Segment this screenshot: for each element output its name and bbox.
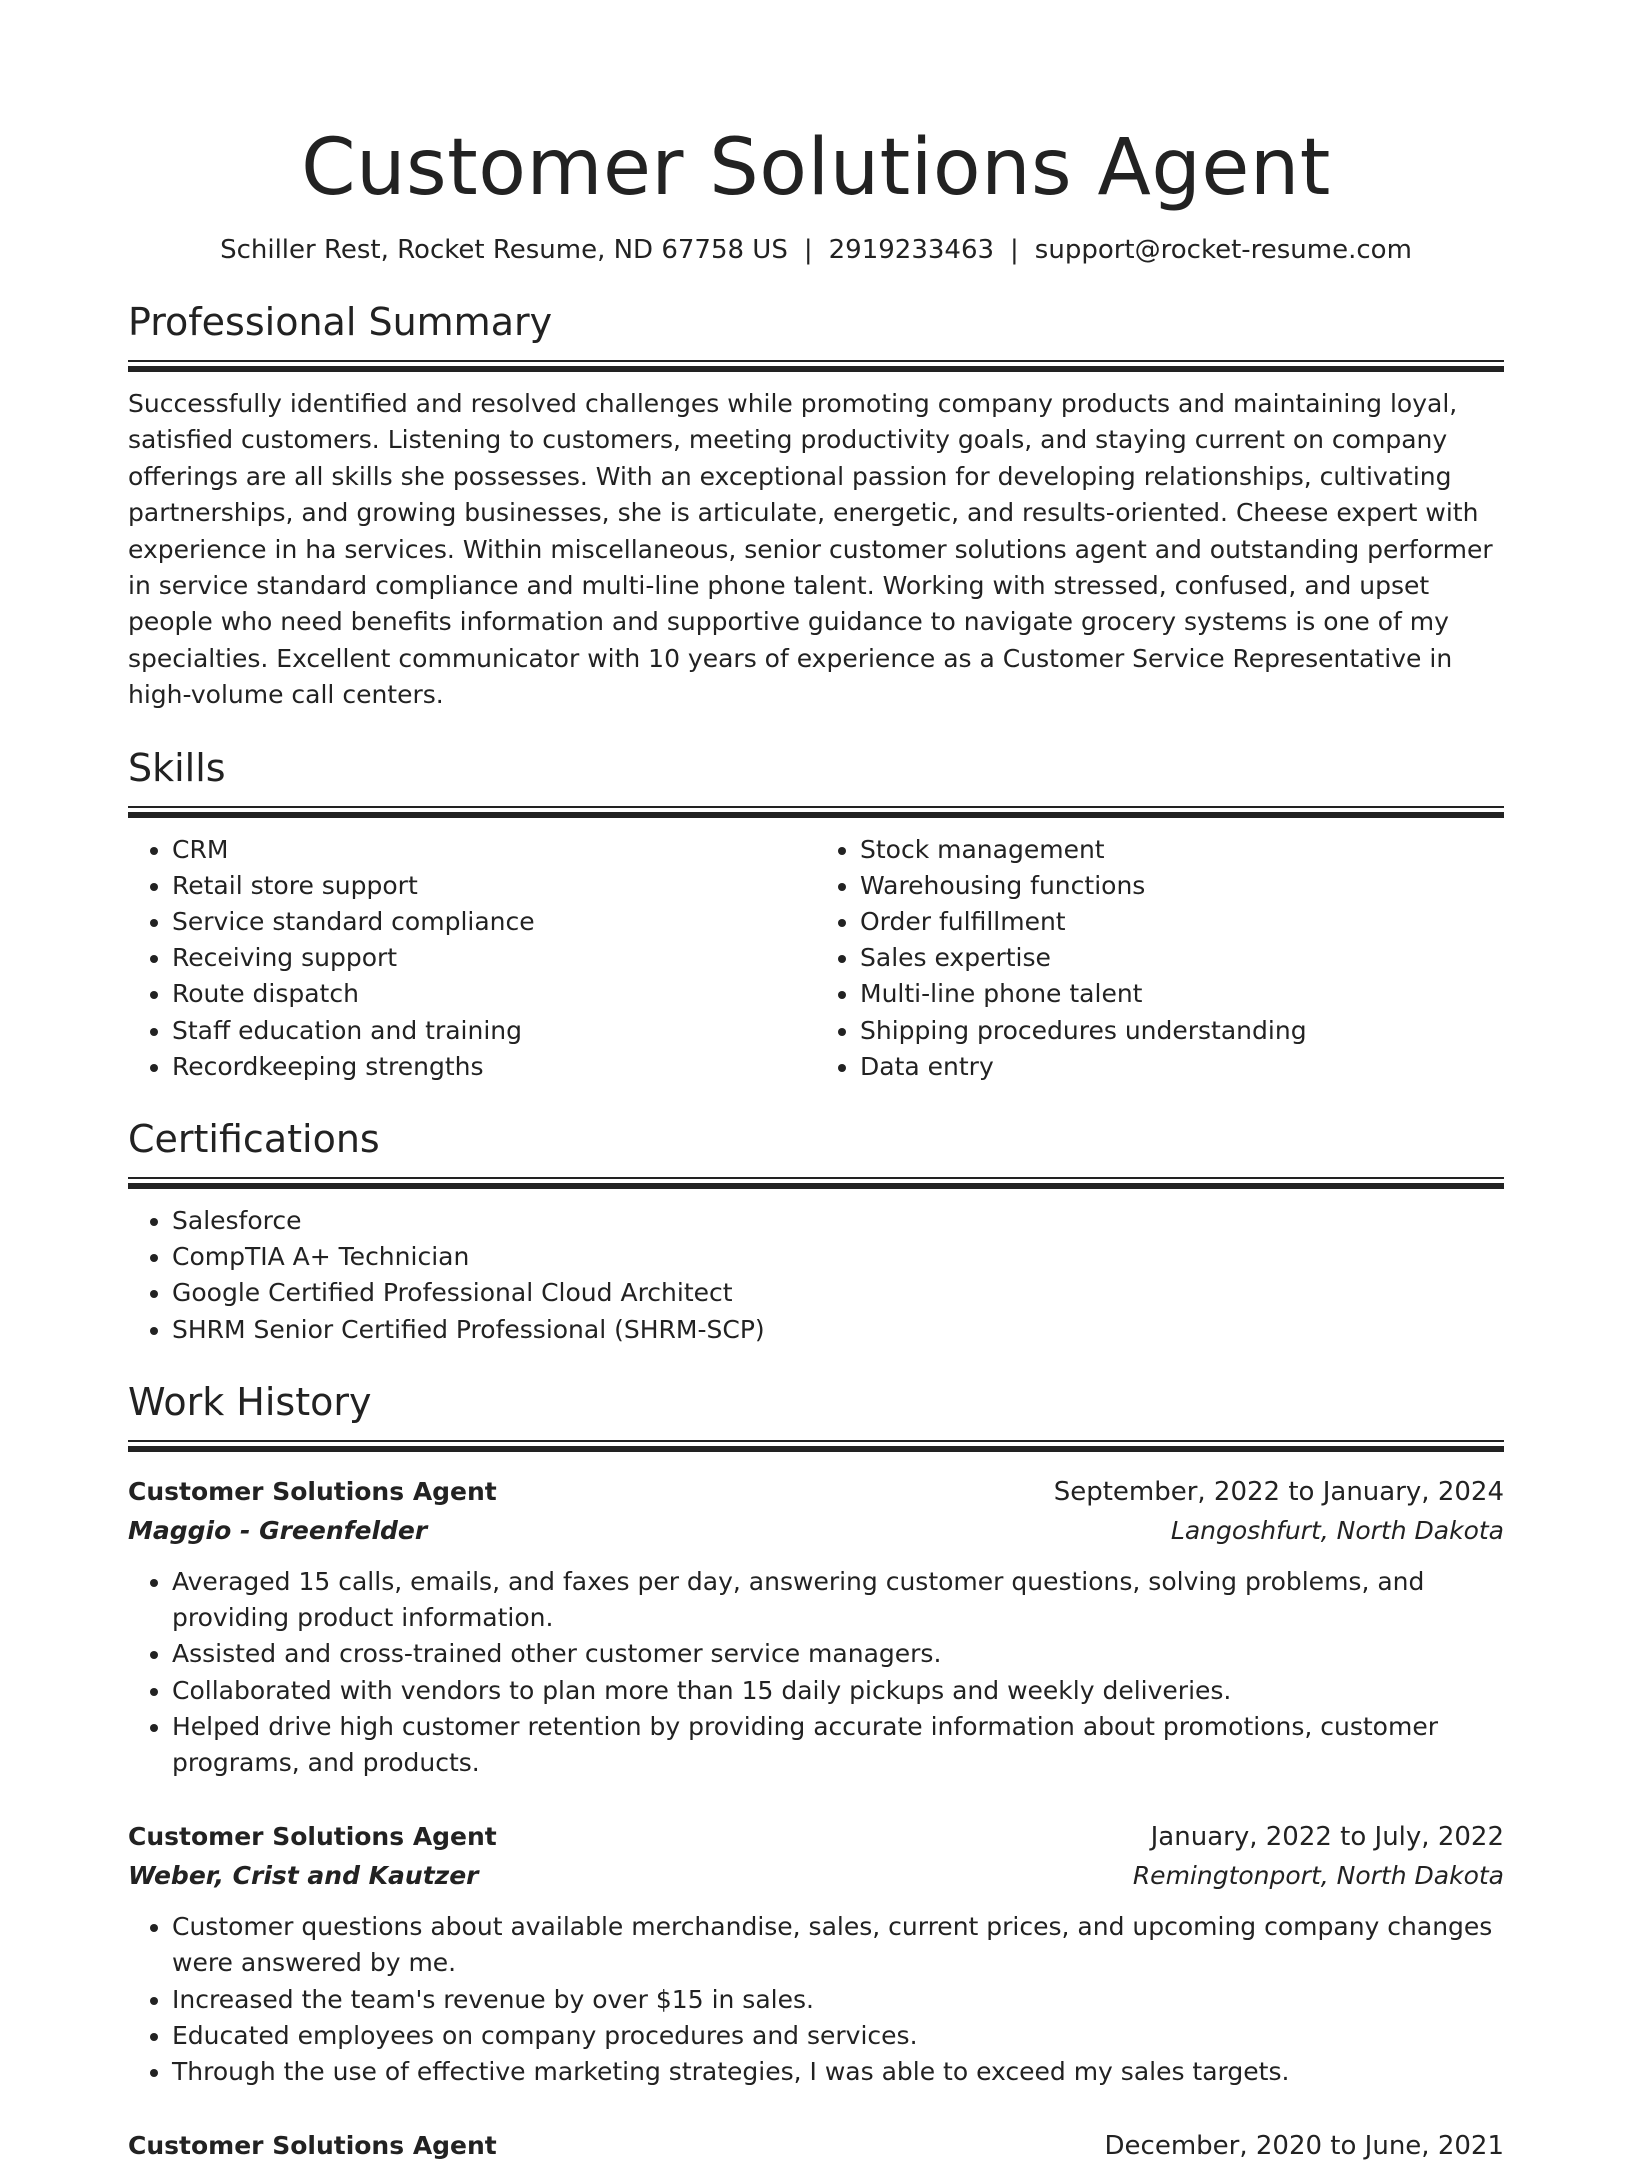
job-entry [128, 1472, 1504, 1781]
job-bullet: • Helped drive high customer retention by providing accurate information about promotions, customer programs, and products. [172, 1709, 1504, 1781]
skill-item: • Route dispatch [172, 976, 816, 1012]
job-dates: December, 2020 to June, 2021 [1104, 2131, 1504, 2162]
section-rule [128, 1177, 1504, 1189]
job-bullet: • Collaborated with vendors to plan more than 15 daily pickups and weekly deliveries. [172, 1673, 1504, 1709]
certification-item: • SHRM Senior Certified Professional (SHRM-SCP) [172, 1312, 1504, 1348]
job-company-row [128, 1512, 1504, 1550]
job-location: Langoshfurt, North Dakota [1170, 1515, 1504, 1545]
resume-name: Customer Solutions Agent [301, 123, 1331, 213]
skills-list-left [128, 832, 816, 1085]
certifications-section [128, 1115, 1504, 1348]
skill-item: • Staff education and training [172, 1013, 816, 1049]
job-bullets [128, 1909, 1504, 2090]
skills-section [128, 744, 1504, 1085]
job-title: Customer Solutions Agent [128, 2131, 497, 2161]
job-bullets [128, 1564, 1504, 1781]
job-entry [128, 2126, 1504, 2166]
job-entry [128, 1817, 1504, 2090]
job-bullet: • Increased the team's revenue by over $15 in sales. [172, 1982, 1504, 2018]
job-title: Customer Solutions Agent [128, 1476, 497, 1506]
job-bullet: • Educated employees on company procedures and services. [172, 2018, 1504, 2054]
skill-item: • Warehousing functions [860, 868, 1504, 904]
job-header-row [128, 1817, 1504, 1857]
section-rule [128, 1440, 1504, 1452]
job-bullet: • Through the use of effective marketing strategies, I was able to exceed my sales targets. [172, 2054, 1504, 2090]
contact-line [128, 232, 1504, 268]
certification-item: • Salesforce [172, 1203, 1504, 1239]
skill-item: • Receiving support [172, 940, 816, 976]
skill-item: • CRM [172, 832, 816, 868]
skill-item: • Retail store support [172, 868, 816, 904]
certifications-heading: Certifications [128, 1117, 380, 1162]
certification-item: • Google Certified Professional Cloud Architect [172, 1275, 1504, 1311]
skill-item: • Order fulfillment [860, 904, 1504, 940]
job-dates: September, 2022 to January, 2024 [1053, 1476, 1504, 1507]
skill-item: • Data entry [860, 1049, 1504, 1085]
skill-item: • Stock management [860, 832, 1504, 868]
job-company-row [128, 1857, 1504, 1895]
summary-section [128, 298, 1504, 714]
skill-item: • Shipping procedures understanding [860, 1013, 1504, 1049]
certification-item: • CompTIA A+ Technician [172, 1239, 1504, 1275]
job-dates: January, 2022 to July, 2022 [1150, 1822, 1504, 1853]
job-bullet: • Averaged 15 calls, emails, and faxes per day, answering customer questions, solving problems, and providing product information. [172, 1564, 1504, 1636]
job-bullet: • Customer questions about available merchandise, sales, current prices, and upcoming company changes were answered by me. [172, 1909, 1504, 1981]
work-history-section [128, 1378, 1504, 2166]
skills-heading: Skills [128, 745, 226, 790]
job-company: Weber, Crist and Kautzer [128, 1861, 479, 1891]
contact-phone: 2919233463 [828, 235, 995, 265]
skills-list-right [816, 832, 1504, 1085]
job-header-row [128, 1472, 1504, 1512]
skill-item: • Recordkeeping strengths [172, 1049, 816, 1085]
certifications-list [128, 1203, 1504, 1348]
job-title: Customer Solutions Agent [128, 1822, 497, 1852]
skill-item: • Sales expertise [860, 940, 1504, 976]
skill-item: • Service standard compliance [172, 904, 816, 940]
section-rule [128, 806, 1504, 818]
job-bullet: • Assisted and cross-trained other customer service managers. [172, 1636, 1504, 1672]
job-location: Remingtonport, North Dakota [1132, 1861, 1504, 1891]
contact-separator: | [803, 235, 813, 265]
skills-grid [128, 832, 1504, 1085]
job-company: Maggio - Greenfelder [128, 1515, 428, 1545]
summary-text: Successfully identified and resolved challenges while promoting company products and maintaining loyal, satisfied customers. Listening to customers, meeting productivity goals, and staying current on company offerings are all skills she possesses. With an exceptional passion for developing relationships, cultivating partnerships, and growing businesses, she is articulate, energetic, and results-oriented. Cheese expert with experience in ha services. Within miscellaneous, senior customer solutions agent and outstanding performer in service standard compliance and multi-line phone talent. Working with stressed, confused, and upset people who need benefits information and supportive guidance to navigate grocery systems is one of my specialties. Excellent communicator with 10 years of experience as a Customer Service Representative in high-volume call centers. [128, 389, 1493, 710]
contact-email[interactable]: support@rocket-resume.com [1034, 235, 1412, 265]
work-history-heading: Work History [128, 1379, 372, 1424]
skill-item: • Multi-line phone talent [860, 976, 1504, 1012]
section-rule [128, 360, 1504, 372]
job-header-row [128, 2126, 1504, 2166]
contact-address: Schiller Rest, Rocket Resume, ND 67758 US [220, 235, 788, 265]
summary-heading: Professional Summary [128, 300, 553, 344]
contact-separator: | [1010, 235, 1019, 265]
